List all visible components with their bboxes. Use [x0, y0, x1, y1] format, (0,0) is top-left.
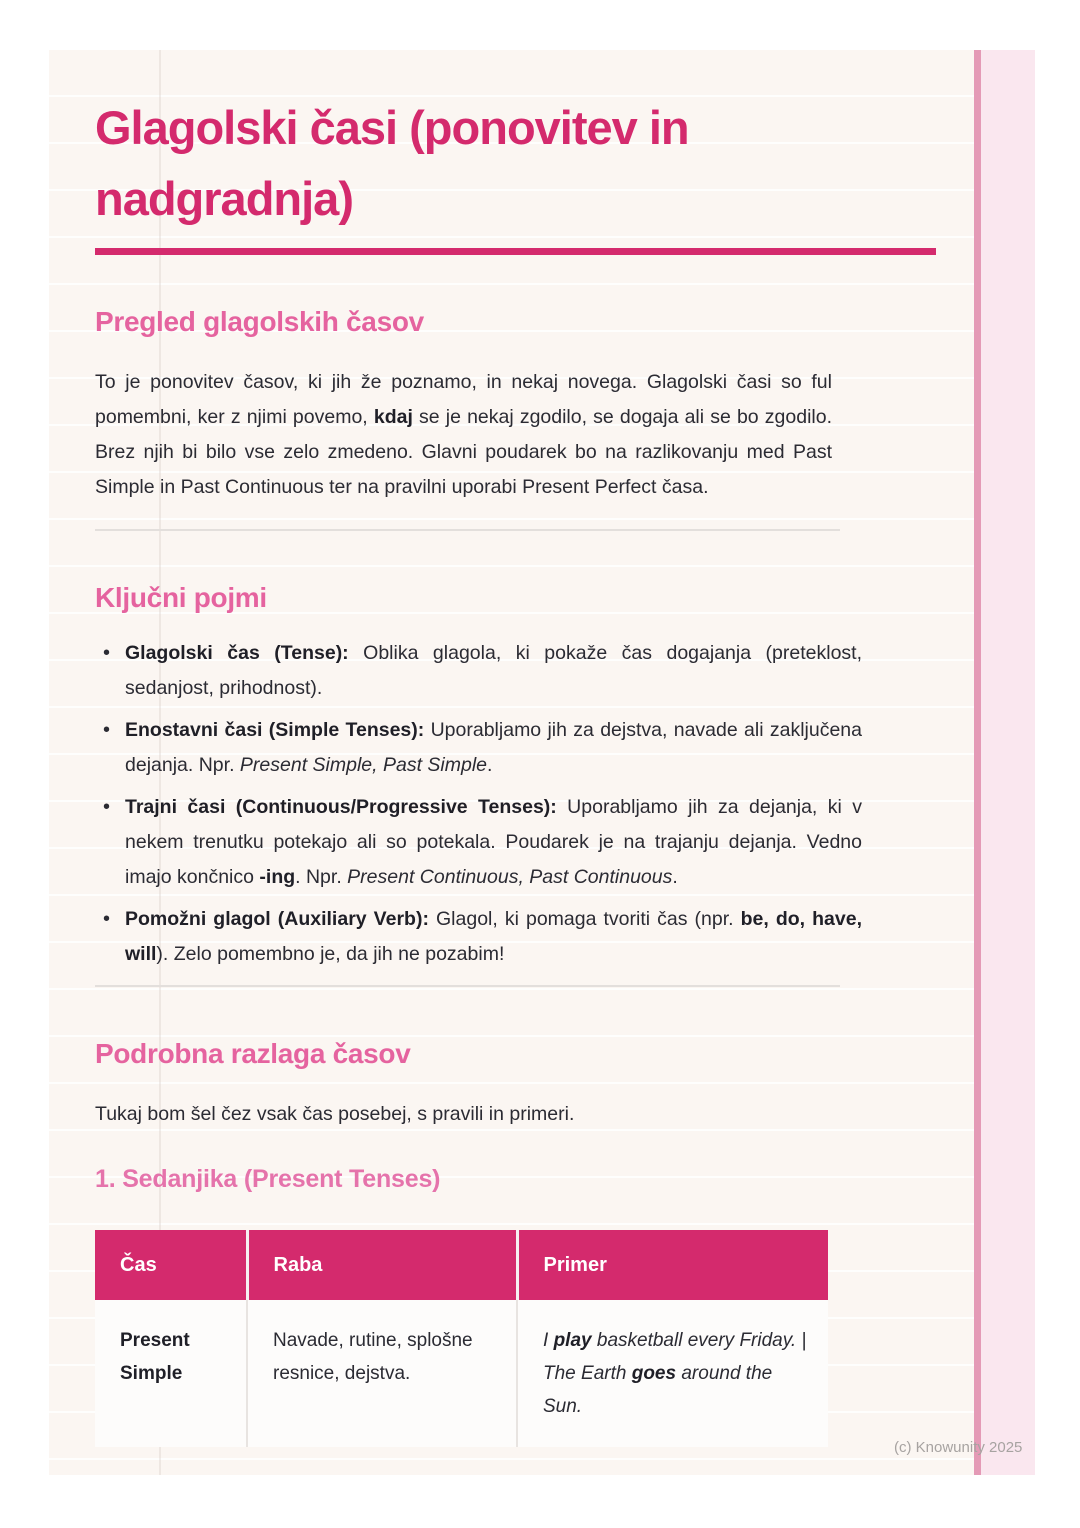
title-underline	[95, 248, 936, 255]
list-item: • Glagolski čas (Tense): Oblika glagola, ki pokaže čas dogajanja (preteklost, sedanjost, prihodnost).	[125, 636, 862, 706]
subsection-heading-present-tenses: 1. Sedanjika (Present Tenses)	[95, 1165, 441, 1193]
document-content	[95, 50, 955, 1447]
document-sheet	[49, 50, 1035, 1475]
page-title: Glagolski časi (ponovitev in nadgradnja)	[95, 101, 689, 225]
right-margin-stripe	[981, 50, 1035, 1475]
list-item: • Pomožni glagol (Auxiliary Verb): Glagol, ki pomaga tvoriti čas (npr. be, do, have, will). Zelo pomembno je, da jih ne pozabim!	[125, 902, 862, 972]
overview-paragraph: To je ponovitev časov, ki jih že poznamo, in nekaj novega. Glagolski časi so ful pomembni, ker z njimi povemo, kdaj se je nekaj zgodilo, se dogaja ali se bo zgodilo. Brez njih bi bilo vse zelo zmedeno. Glavni poudarek bo na razlikovanju med Past Simple in Past Continuous ter na pravilni uporabi Present Perfect časa.	[95, 371, 832, 498]
table-header-row	[95, 1230, 828, 1300]
list-item: • Trajni časi (Continuous/Progressive Tenses): Uporabljamo jih za dejanja, ki v nekem trenutku potekajo ali so potekala. Poudarek je na trajanju dejanja. Vedno imajo končnico -ing. Npr. Present Continuous, Past Continuous.	[125, 790, 862, 895]
section-heading-overview: Pregled glagolskih časov	[95, 306, 424, 337]
table-header-cell-primer: Primer	[517, 1230, 828, 1300]
section-heading-detailed-explanation: Podrobna razlaga časov	[95, 1038, 411, 1069]
table-row	[95, 1300, 828, 1447]
table-cell-usage: Navade, rutine, splošne resnice, dejstva.	[247, 1300, 517, 1447]
table-header-cell-raba: Raba	[247, 1230, 517, 1300]
table-cell-tense: Present Simple	[95, 1300, 247, 1447]
tense-table	[95, 1230, 828, 1447]
table-header-cell-cas: Čas	[95, 1230, 247, 1300]
list-item: • Enostavni časi (Simple Tenses): Uporabljamo jih za dejstva, navade ali zaključena dejanja. Npr. Present Simple, Past Simple.	[125, 713, 862, 783]
section-divider	[95, 985, 840, 987]
watermark: (c) Knowunity 2025	[894, 1439, 1023, 1456]
key-terms-list	[95, 636, 862, 972]
right-margin-stripe-line	[974, 50, 981, 1475]
section-divider	[95, 529, 840, 531]
table-cell-example: I play basketball every Friday. | The Earth goes around the Sun.	[517, 1300, 828, 1447]
section-heading-key-terms: Ključni pojmi	[95, 582, 267, 613]
detail-intro-paragraph: Tukaj bom šel čez vsak čas posebej, s pravili in primeri.	[95, 1103, 575, 1125]
